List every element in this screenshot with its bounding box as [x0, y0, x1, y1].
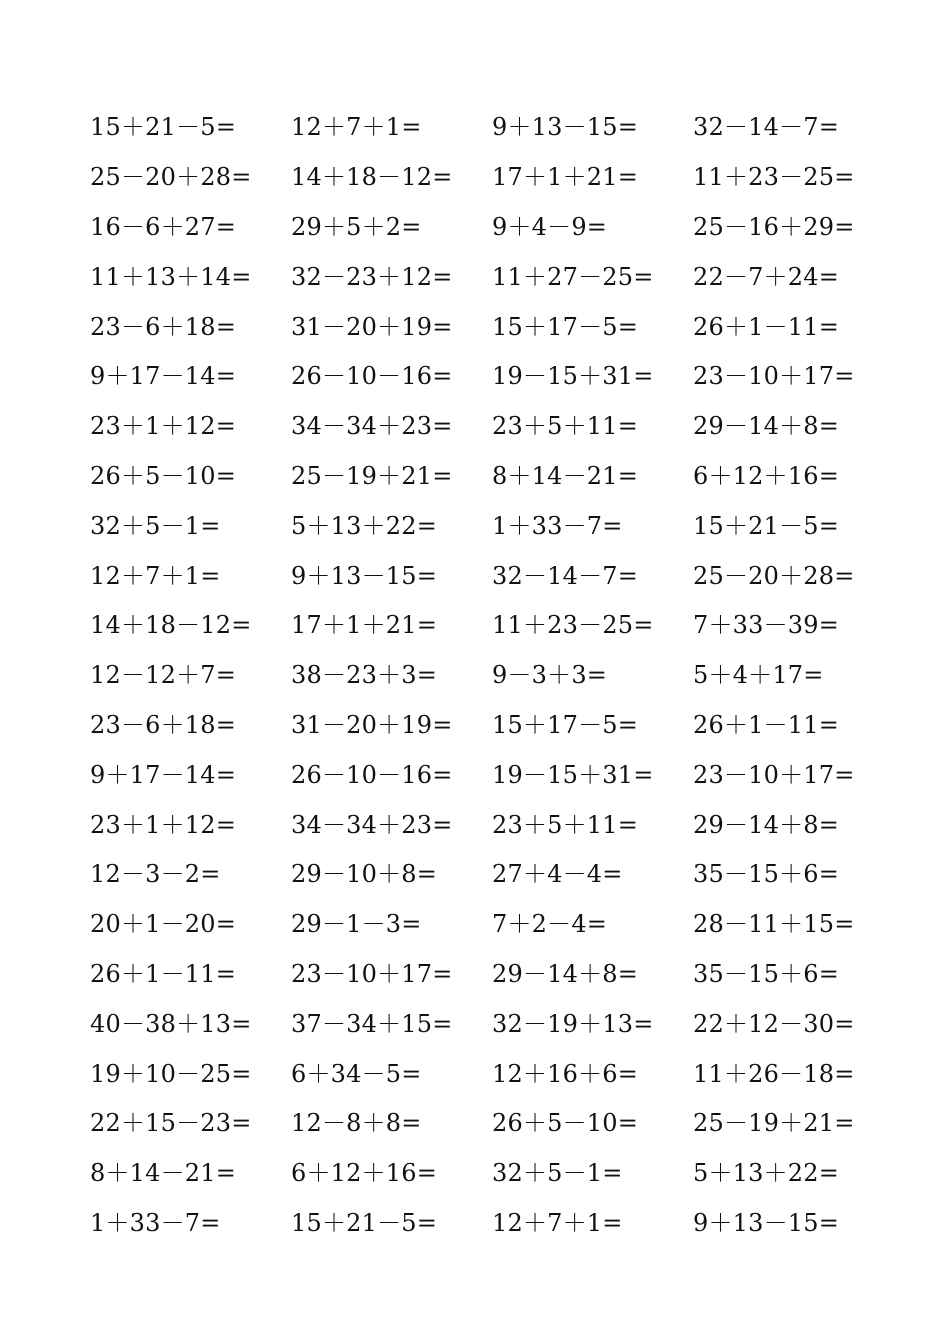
math-problem: 29－14＋8= — [693, 412, 840, 441]
math-problem: 35－15＋6= — [693, 959, 840, 988]
math-problem: 26＋1－11= — [693, 710, 840, 739]
math-problem: 25－20＋28= — [90, 163, 252, 192]
problem-row — [90, 399, 910, 449]
math-problem: 12－8＋8= — [291, 1109, 422, 1138]
math-problem: 23＋5＋11= — [492, 412, 639, 441]
math-problem: 12＋7＋1= — [90, 561, 221, 590]
problem-row — [90, 200, 910, 250]
problem-row — [90, 100, 910, 150]
math-problem: 7＋2－4= — [492, 910, 608, 939]
math-problem: 5＋13＋22= — [693, 1159, 840, 1188]
math-problem: 19－15＋31= — [492, 362, 654, 391]
math-problem: 23＋5＋11= — [492, 810, 639, 839]
math-problem: 26＋1－11= — [693, 312, 840, 341]
math-problem: 26＋5－10= — [90, 461, 237, 490]
problem-row — [90, 996, 910, 1046]
problem-row — [90, 498, 910, 548]
math-problem: 26－10－16= — [291, 362, 453, 391]
math-problem: 12＋7＋1= — [291, 113, 422, 142]
math-problem: 25－19＋21= — [693, 1109, 855, 1138]
problem-row — [90, 897, 910, 947]
math-problem: 32－19＋13= — [492, 1009, 654, 1038]
math-problem: 32＋5－1= — [492, 1159, 623, 1188]
math-problem: 32－14－7= — [492, 561, 639, 590]
math-problem: 9＋13－15= — [492, 113, 639, 142]
problem-row — [90, 1196, 910, 1246]
math-problem: 32＋5－1= — [90, 511, 221, 540]
math-problem: 17＋1＋21= — [492, 163, 639, 192]
math-problem: 28－11＋15= — [693, 910, 855, 939]
math-problem: 29－10＋8= — [291, 860, 438, 889]
math-problem: 31－20＋19= — [291, 710, 453, 739]
math-problem: 11＋23－25= — [693, 163, 855, 192]
math-problem: 7＋33－39= — [693, 611, 840, 640]
math-problem: 23－10＋17= — [693, 362, 855, 391]
math-problem: 12－12＋7= — [90, 661, 237, 690]
math-problem: 32－23＋12= — [291, 262, 453, 291]
math-problem: 1＋33－7= — [492, 511, 623, 540]
math-problem: 29－14＋8= — [492, 959, 639, 988]
math-problem: 17＋1＋21= — [291, 611, 438, 640]
math-problem: 25－16＋29= — [693, 212, 855, 241]
problem-row — [90, 598, 910, 648]
math-problem: 5＋13＋22= — [291, 511, 438, 540]
math-problem: 15＋17－5= — [492, 312, 639, 341]
math-problem: 29＋5＋2= — [291, 212, 422, 241]
math-problem: 9＋13－15= — [693, 1208, 840, 1237]
problem-row — [90, 449, 910, 499]
math-problem: 34－34＋23= — [291, 412, 453, 441]
math-problem: 9－3＋3= — [492, 661, 608, 690]
math-problem: 9＋17－14= — [90, 362, 237, 391]
math-problem: 37－34＋15= — [291, 1009, 453, 1038]
math-problem: 40－38＋13= — [90, 1009, 252, 1038]
math-problem: 34－34＋23= — [291, 810, 453, 839]
problem-row — [90, 747, 910, 797]
math-problem: 25－19＋21= — [291, 461, 453, 490]
math-problem: 22－7＋24= — [693, 262, 840, 291]
math-problem: 6＋34－5= — [291, 1059, 422, 1088]
math-problem: 23－10＋17= — [693, 760, 855, 789]
math-problem: 25－20＋28= — [693, 561, 855, 590]
math-problem: 23＋1＋12= — [90, 412, 237, 441]
arithmetic-worksheet — [90, 100, 910, 1245]
math-problem: 11＋27－25= — [492, 262, 654, 291]
problem-row — [90, 1096, 910, 1146]
math-problem: 14＋18－12= — [90, 611, 252, 640]
problem-row — [90, 797, 910, 847]
math-problem: 20＋1－20= — [90, 910, 237, 939]
math-problem: 26＋1－11= — [90, 959, 237, 988]
math-problem: 1＋33－7= — [90, 1208, 221, 1237]
math-problem: 31－20＋19= — [291, 312, 453, 341]
math-problem: 15＋21－5= — [90, 113, 237, 142]
math-problem: 12＋7＋1= — [492, 1208, 623, 1237]
problem-row — [90, 150, 910, 200]
math-problem: 12＋16＋6= — [492, 1059, 639, 1088]
math-problem: 23－6＋18= — [90, 710, 237, 739]
problem-row — [90, 648, 910, 698]
math-problem: 23＋1＋12= — [90, 810, 237, 839]
math-problem: 19＋10－25= — [90, 1059, 252, 1088]
math-problem: 6＋12＋16= — [693, 461, 840, 490]
math-problem: 9＋17－14= — [90, 760, 237, 789]
math-problem: 12－3－2= — [90, 860, 221, 889]
math-problem: 29－1－3= — [291, 910, 422, 939]
math-problem: 8＋14－21= — [90, 1159, 237, 1188]
math-problem: 14＋18－12= — [291, 163, 453, 192]
math-problem: 11＋13＋14= — [90, 262, 252, 291]
problem-row — [90, 847, 910, 897]
math-problem: 22＋12－30= — [693, 1009, 855, 1038]
math-problem: 19－15＋31= — [492, 760, 654, 789]
problem-row — [90, 698, 910, 748]
math-problem: 15＋21－5= — [291, 1208, 438, 1237]
math-problem: 32－14－7= — [693, 113, 840, 142]
problem-row — [90, 947, 910, 997]
problem-row — [90, 1146, 910, 1196]
problem-row — [90, 349, 910, 399]
math-problem: 26－10－16= — [291, 760, 453, 789]
math-problem: 35－15＋6= — [693, 860, 840, 889]
math-problem: 15＋17－5= — [492, 710, 639, 739]
math-problem: 11＋26－18= — [693, 1059, 855, 1088]
math-problem: 8＋14－21= — [492, 461, 639, 490]
problem-row — [90, 249, 910, 299]
math-problem: 15＋21－5= — [693, 511, 840, 540]
math-problem: 9＋4－9= — [492, 212, 608, 241]
math-problem: 22＋15－23= — [90, 1109, 252, 1138]
problem-row — [90, 299, 910, 349]
math-problem: 23－10＋17= — [291, 959, 453, 988]
problem-row — [90, 548, 910, 598]
math-problem: 6＋12＋16= — [291, 1159, 438, 1188]
math-problem: 5＋4＋17= — [693, 661, 824, 690]
math-problem: 16－6＋27= — [90, 212, 237, 241]
math-problem: 29－14＋8= — [693, 810, 840, 839]
math-problem: 11＋23－25= — [492, 611, 654, 640]
problem-row — [90, 1046, 910, 1096]
math-problem: 9＋13－15= — [291, 561, 438, 590]
math-problem: 38－23＋3= — [291, 661, 438, 690]
math-problem: 27＋4－4= — [492, 860, 623, 889]
math-problem: 26＋5－10= — [492, 1109, 639, 1138]
math-problem: 23－6＋18= — [90, 312, 237, 341]
